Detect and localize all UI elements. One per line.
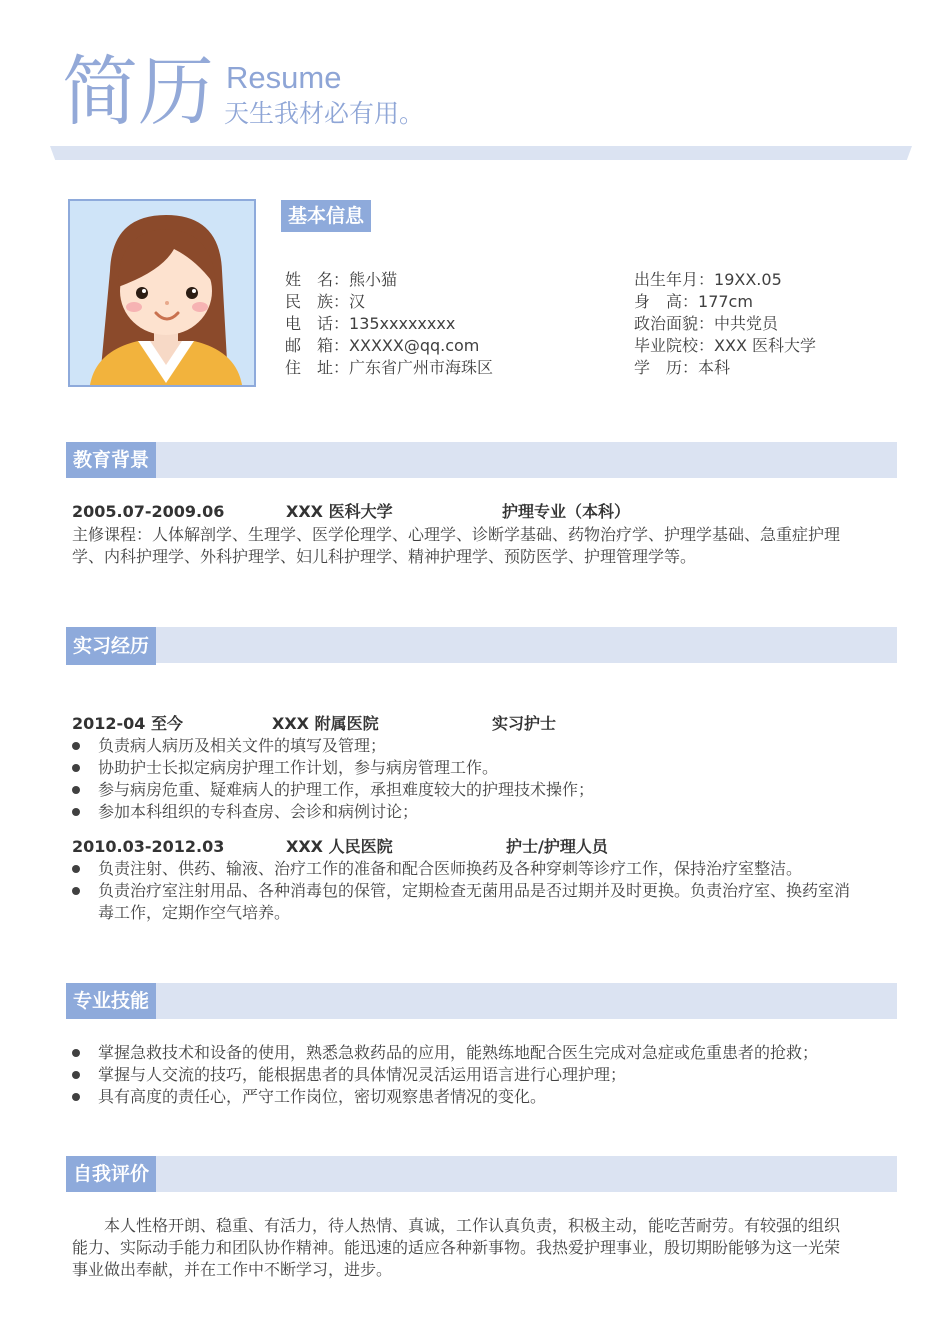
bullet-icon [72,764,80,772]
info-key: 住址 [285,358,333,377]
info-value: 本科 [698,358,731,377]
info-value: XXXXX@qq.com [349,336,480,355]
info-key: 姓名 [285,270,333,289]
info-sep: ： [333,336,350,355]
education-courses-line2: 学、内科护理学、外科护理学、妇儿科护理学、精神护理学、预防医学、护理管理学等。 [72,547,697,566]
header-divider [50,146,912,160]
info-key: 毕业院校： [634,336,715,355]
job-org: XXX 人民医院 [286,837,393,856]
info-email [285,335,479,357]
info-value: 中共党员 [714,314,779,333]
info-value: 135xxxxxxxx [349,314,456,333]
job-period: 2012-04 至今 [72,714,184,733]
info-key: 邮箱 [285,336,333,355]
bullet-icon [72,742,80,750]
section-bar-internship [66,627,897,663]
job-role: 实习护士 [492,714,557,733]
info-sep: ： [333,292,350,311]
section-bar-skills [66,983,897,1019]
bullet-icon [72,1071,80,1079]
info-value: 广东省广州市海珠区 [349,358,494,377]
info-phone [285,313,455,335]
section-label-education: 教育背景 [66,442,156,478]
info-sep: ： [333,314,350,333]
self-evaluation-line1: 本人性格开朗、稳重、有活力，待人热情、真诚，工作认真负责，积极主动，能吃苦耐劳。有较强的组织 [104,1216,841,1235]
education-school: XXX 医科大学 [286,502,393,521]
avatar-illustration [70,201,254,385]
section-label-skills: 专业技能 [66,983,156,1019]
job-role: 护士/护理人员 [506,837,608,856]
info-political [634,313,778,335]
bullet-icon [72,865,80,873]
list-item-text: 负责注射、供药、输液、治疗工作的准备和配合医师换药及各种穿刺等诊疗工作，保持治疗室整洁。 [98,859,803,878]
list-item-text: 掌握与人交流的技巧，能根据患者的具体情况灵活运用语言进行心理护理； [98,1065,627,1084]
info-key: 学 历： [634,358,699,377]
avatar-photo [68,199,256,387]
motto: 天生我材必有用。 [224,99,425,128]
info-birth [634,269,782,291]
job-period: 2010.03-2012.03 [72,837,225,856]
list-item-text: 负责病人病历及相关文件的填写及管理； [98,736,387,755]
education-courses-line1: 主修课程：人体解剖学、生理学、医学伦理学、心理学、诊断学基础、药物治疗学、护理学基础、急重症护理 [72,525,841,544]
bullet-icon [72,1093,80,1101]
info-key: 出生年月： [634,270,715,289]
info-value: 177cm [698,292,753,311]
list-item-text: 具有高度的责任心，严守工作岗位，密切观察患者情况的变化。 [98,1087,547,1106]
page-title: 简历 [62,47,214,136]
bullet-icon [72,808,80,816]
section-bar-self-evaluation [66,1156,897,1192]
education-major: 护理专业（本科） [502,502,631,521]
info-key: 民族 [285,292,333,311]
list-item-text: 负责治疗室注射用品、各种消毒包的保管，定期检查无菌用品是否过期并及时更换。负责治疗室、换药室消 [98,881,851,900]
section-label-basic-info: 基本信息 [281,200,371,232]
info-key: 电话 [285,314,333,333]
info-name [285,269,397,291]
list-item-text: 掌握急救技术和设备的使用，熟悉急救药品的应用，能熟练地配合医生完成对急症或危重患者的抢救； [98,1043,819,1062]
info-sep: ： [333,270,350,289]
bullet-icon [72,786,80,794]
info-height [634,291,753,313]
info-key: 身 高： [634,292,699,311]
job-org: XXX 附属医院 [272,714,379,733]
info-degree [634,357,730,379]
info-value: 熊小猫 [349,270,398,289]
bullet-icon [72,1049,80,1057]
education-period: 2005.07-2009.06 [72,502,225,521]
info-address [285,357,493,379]
info-value: 19XX.05 [714,270,782,289]
list-item-text: 参加本科组织的专科查房、会诊和病例讨论； [98,802,419,821]
info-ethnicity [285,291,365,313]
list-item-text: 参与病房危重、疑难病人的护理工作，承担难度较大的护理技术操作； [98,780,595,799]
section-label-internship: 实习经历 [66,627,156,665]
info-value: 汉 [349,292,366,311]
self-evaluation-line2: 能力、实际动手能力和团队协作精神。能迅速的适应各种新事物。我热爱护理事业，殷切期盼能够为这一光荣 [72,1238,841,1257]
info-key: 政治面貌： [634,314,715,333]
info-sep: ： [333,358,350,377]
list-item-continuation: 毒工作，定期作空气培养。 [98,903,291,922]
bullet-icon [72,887,80,895]
list-item-text: 协助护士长拟定病房护理工作计划，参与病房管理工作。 [98,758,499,777]
section-label-self-evaluation: 自我评价 [66,1156,156,1192]
resume-subtitle: Resume [226,60,342,95]
self-evaluation-line3: 事业做出奉献，并在工作中不断学习，进步。 [72,1260,393,1279]
info-value: XXX 医科大学 [714,336,816,355]
info-school [634,335,816,357]
section-bar-education [66,442,897,478]
